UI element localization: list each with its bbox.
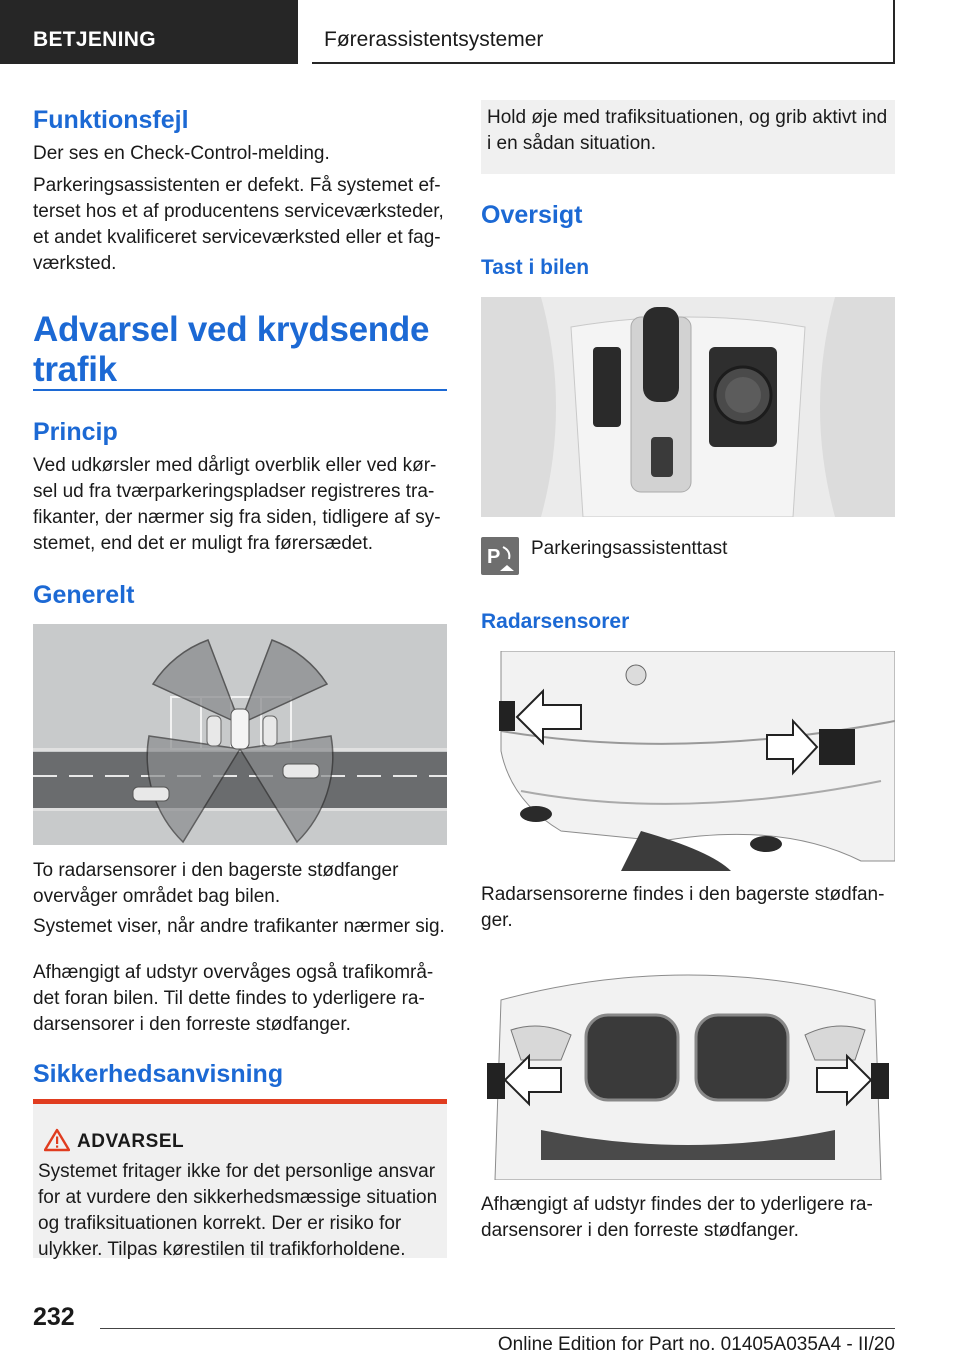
general-paragraph-3: Afhængigt af udstyr overvåges også trafikområdet foran bilen. Til dette findes to yderligere radarsensorer i den forreste stødfanger. bbox=[33, 962, 434, 1035]
svg-text:P: P bbox=[487, 546, 501, 568]
parking-assistant-glyph bbox=[481, 537, 519, 575]
principle-heading: Princip bbox=[33, 418, 118, 446]
note-text: Hold øje med trafiksituationen, og grib aktivt ind i en sådan situation. bbox=[487, 107, 888, 154]
radar-rear-caption: Radarsensorerne findes i den bagerste stødfanger. bbox=[481, 884, 885, 931]
general-paragraph-2: Systemet viser, når andre trafikanter nærmer sig. bbox=[33, 916, 445, 937]
cross-traffic-graphic bbox=[33, 624, 447, 845]
button-heading: Tast i bilen bbox=[481, 256, 590, 279]
center-console-illustration bbox=[481, 297, 895, 517]
parking-assistant-button-icon bbox=[481, 537, 519, 575]
warning-text: Systemet fritager ikke for det personlige ansvar for at vurdere den sikkerhedsmæssige situation og trafiksituationen korrekt. Der er risiko for ulykker. Tilpas kørestilen til trafikforholdene. bbox=[38, 1161, 438, 1260]
footer-rule bbox=[100, 1328, 895, 1329]
center-console-graphic bbox=[481, 297, 895, 517]
heading-rule bbox=[33, 389, 447, 391]
front-bumper-illustration bbox=[481, 960, 895, 1180]
rear-bumper-illustration bbox=[481, 651, 895, 871]
safety-heading: Sikkerhedsanvisning bbox=[33, 1060, 284, 1088]
principle-paragraph: Ved udkørsler med dårligt overblik eller ved kørsel ud fra tværparkeringspladser registreres trafikanter, der nærmer sig fra siden, tidligere af systemet, end det er muligt fra førersædet. bbox=[33, 455, 441, 554]
chapter-label: Førerassistentsystemer bbox=[324, 28, 544, 51]
warning-triangle-icon bbox=[44, 1128, 70, 1152]
page-number: 232 bbox=[33, 1303, 75, 1331]
malfunction-heading: Funktionsfejl bbox=[33, 106, 189, 134]
radar-front-caption: Afhængigt af udstyr findes der to yderligere radarsensorer i den forreste stødfanger. bbox=[481, 1194, 873, 1241]
cross-traffic-illustration bbox=[33, 624, 447, 845]
general-heading: Generelt bbox=[33, 581, 135, 609]
general-paragraph-1: To radarsensorer i den bagerste stødfanger overvåger området bag bilen. bbox=[33, 860, 399, 907]
footer-edition: Online Edition for Part no. 01405A035A4 - II/20 bbox=[497, 1334, 895, 1355]
main-heading: Advarsel ved krydsende trafik bbox=[33, 310, 430, 389]
malfunction-paragraph-2: Parkeringsassistenten er defekt. Få systemet efterset hos et af producentens serviceværksteder, et andet kvalificeret serviceværksted eller et fagværksted. bbox=[33, 175, 444, 274]
chapter-header bbox=[312, 0, 895, 64]
front-bumper-graphic bbox=[481, 960, 895, 1180]
section-label: BETJENING bbox=[33, 28, 156, 51]
note-box bbox=[481, 100, 895, 174]
warning-title: ADVARSEL bbox=[77, 1131, 185, 1152]
rear-bumper-graphic bbox=[481, 651, 895, 871]
malfunction-paragraph-1: Der ses en Check-Control-melding. bbox=[33, 143, 330, 164]
warning-box bbox=[33, 1099, 447, 1258]
section-tab bbox=[0, 0, 298, 64]
radar-heading: Radarsensorer bbox=[481, 610, 630, 633]
overview-heading: Oversigt bbox=[481, 201, 583, 229]
parking-button-label: Parkeringsassistenttast bbox=[531, 538, 728, 559]
